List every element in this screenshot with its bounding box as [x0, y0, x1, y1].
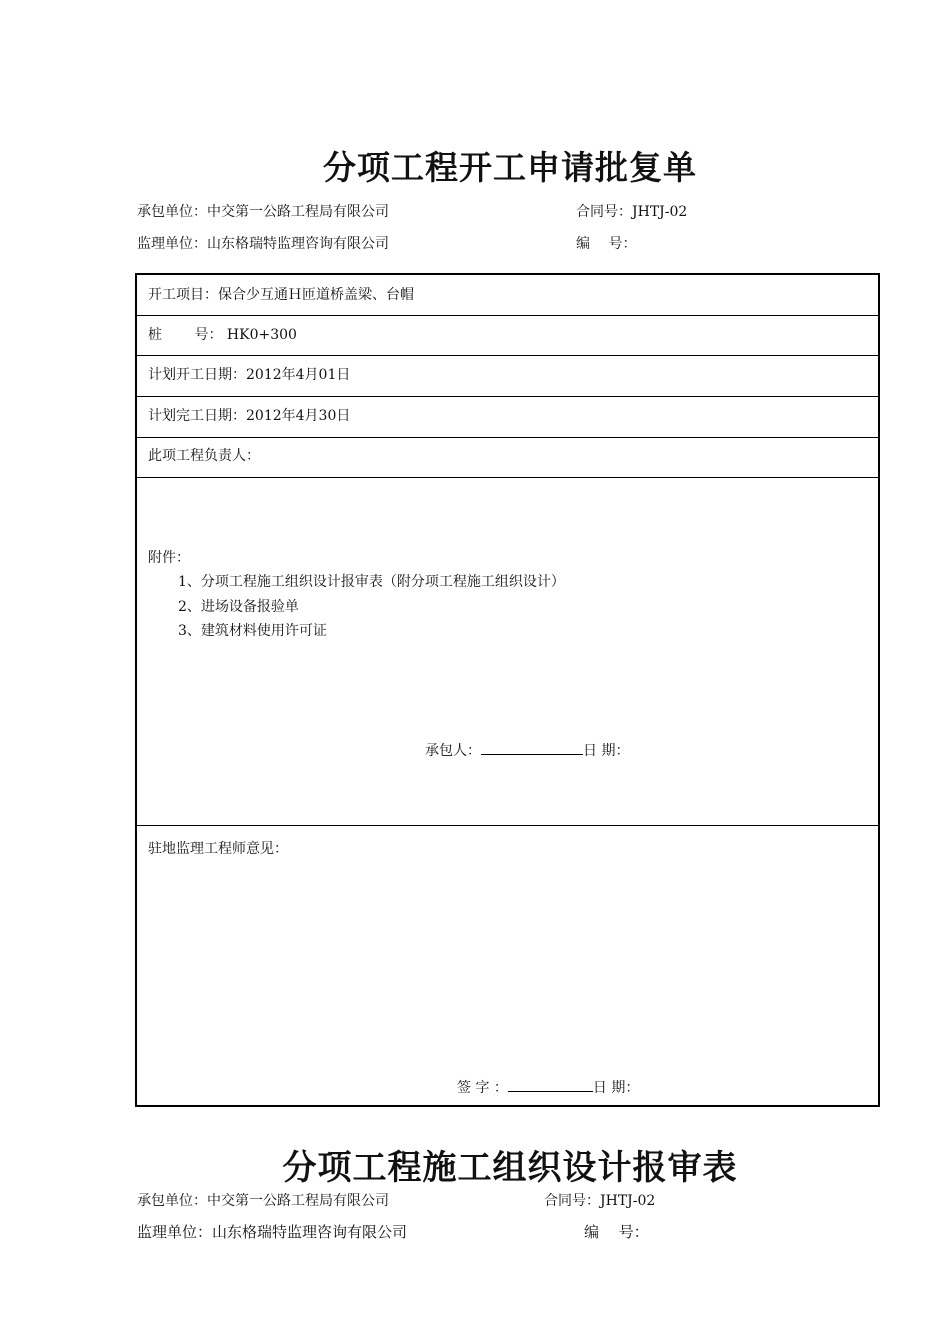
sign-label: 签 字 ：	[457, 1080, 508, 1096]
contractor-sign-line	[481, 741, 583, 755]
serial-number-2: 编 号：	[584, 1223, 649, 1241]
contract-number-2: 合同号：JHTJ-02	[544, 1193, 656, 1209]
approval-form	[135, 273, 880, 1107]
row-person-in-charge	[137, 437, 878, 478]
sign-date-label: 日 期：	[592, 1080, 640, 1096]
review-form-title: 分项工程施工组织设计报审表	[282, 1148, 738, 1188]
contract-number: 合同号：JHTJ-02	[576, 204, 688, 220]
attachment-item: 1、分项工程施工组织设计报审表（附分项工程施工组织设计）	[178, 574, 565, 590]
planned-end-field: 计划完工日期：2012年4月30日	[148, 408, 351, 424]
attachment-item: 2、进场设备报验单	[178, 599, 299, 615]
project-field: 开工项目：保合少互通Ｈ匝道桥盖梁、台帽	[148, 287, 414, 303]
supervisor-signature	[457, 1077, 639, 1097]
contractor-unit: 承包单位：中交第一公路工程局有限公司	[137, 204, 389, 220]
row-planned-start	[137, 355, 878, 397]
contractor-date-label: 日 期：	[583, 743, 630, 759]
contractor-signature	[425, 740, 629, 760]
row-supervisor-opinion	[137, 825, 878, 1105]
contractor-sign-label: 承包人：	[425, 743, 481, 759]
supervisor-opinion-field: 驻地监理工程师意见：	[148, 841, 288, 857]
row-station	[137, 315, 878, 356]
serial-number: 编 号：	[576, 236, 637, 252]
row-project	[137, 275, 878, 316]
form-title: 分项工程开工申请批复单	[323, 148, 697, 187]
station-field: 桩 号： HK0+300	[148, 327, 297, 343]
attachment-item: 3、建筑材料使用许可证	[178, 623, 327, 639]
contractor-unit-2: 承包单位：中交第一公路工程局有限公司	[137, 1193, 389, 1209]
planned-start-field: 计划开工日期：2012年4月01日	[148, 367, 351, 383]
sign-line	[508, 1078, 593, 1092]
person-in-charge-field: 此项工程负责人：	[148, 448, 260, 464]
row-planned-end	[137, 396, 878, 438]
supervisor-unit: 监理单位：山东格瑞特监理咨询有限公司	[137, 236, 389, 252]
supervisor-unit-2: 监理单位：山东格瑞特监理咨询有限公司	[137, 1223, 408, 1241]
attachments-label: 附件：	[148, 550, 190, 566]
row-attachments	[137, 477, 878, 826]
